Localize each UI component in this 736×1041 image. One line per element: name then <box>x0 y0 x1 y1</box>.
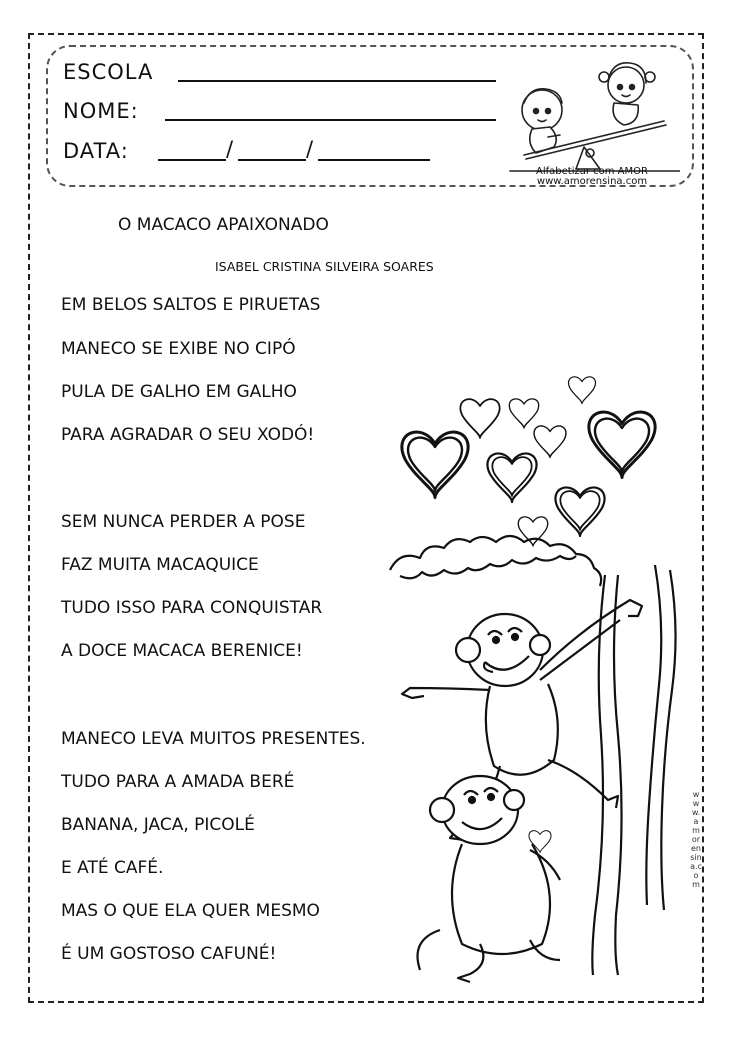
date-separator-2: / <box>306 137 314 161</box>
name-label: NOME: <box>63 99 139 123</box>
poem-line: É UM GOSTOSO CAFUNÉ! <box>61 944 277 964</box>
date-field <box>63 139 129 163</box>
school-field <box>63 60 153 84</box>
poem-line: PARA AGRADAR O SEU XODÓ! <box>61 425 315 445</box>
brand-line-1: Alfabetizar com AMOR <box>536 166 648 177</box>
poem-line: PULA DE GALHO EM GALHO <box>61 382 297 402</box>
date-day-line[interactable] <box>158 159 226 161</box>
poem-line: TUDO PARA A AMADA BERÉ <box>61 772 295 792</box>
heart-icon <box>568 377 595 404</box>
poem-line: MANECO LEVA MUITOS PRESENTES. <box>61 729 366 749</box>
heart-icon <box>555 487 604 536</box>
date-label: DATA: <box>63 139 129 163</box>
monkeys-hearts-illustration <box>380 370 700 990</box>
heart-icon <box>534 426 566 458</box>
poem-title: O MACACO APAIXONADO <box>118 215 329 235</box>
poem-line: FAZ MUITA MACAQUICE <box>61 555 259 575</box>
date-year-line[interactable] <box>318 159 430 161</box>
name-line[interactable] <box>165 119 496 121</box>
poem-line: EM BELOS SALTOS E PIRUETAS <box>61 295 321 315</box>
poem-line: SEM NUNCA PERDER A POSE <box>61 512 306 532</box>
heart-icon <box>487 453 536 502</box>
name-field <box>63 99 139 123</box>
heart-icon <box>589 412 655 477</box>
poem-line: E ATÉ CAFÉ. <box>61 858 164 878</box>
poem-line: MAS O QUE ELA QUER MESMO <box>61 901 320 921</box>
date-month-line[interactable] <box>238 159 306 161</box>
heart-icon <box>402 432 468 497</box>
school-label: ESCOLA <box>63 60 154 84</box>
poem-line: TUDO ISSO PARA CONQUISTAR <box>61 598 323 618</box>
school-line[interactable] <box>178 80 496 82</box>
brand-caption <box>512 167 672 187</box>
heart-icon <box>529 831 551 853</box>
poem-line: BANANA, JACA, PICOLÉ <box>61 815 255 835</box>
heart-icon <box>509 399 538 428</box>
poem-author: ISABEL CRISTINA SILVEIRA SOARES <box>215 259 434 274</box>
side-watermark: www.amorensina.com <box>690 790 702 889</box>
heart-icon <box>460 399 499 438</box>
date-separator-1: / <box>226 137 234 161</box>
poem-line: MANECO SE EXIBE NO CIPÓ <box>61 339 296 359</box>
poem-line: A DOCE MACACA BERENICE! <box>61 641 303 661</box>
brand-line-2: www.amorensina.com <box>536 176 648 187</box>
